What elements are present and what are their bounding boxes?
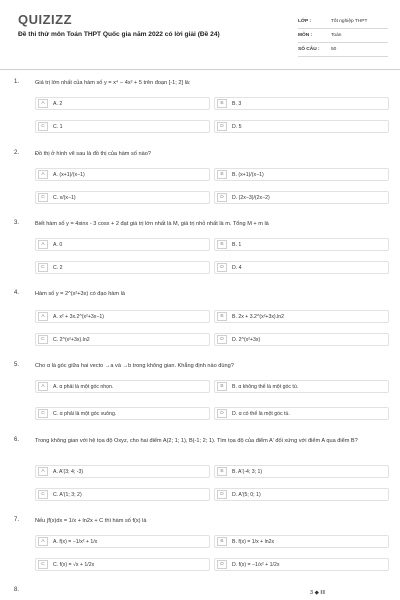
option-text: C. 2^(x²+3x).ln2	[53, 336, 90, 343]
option-letter: D	[217, 560, 227, 569]
option-letter: A	[38, 312, 48, 321]
option-text: B. A'(-4; 3; 1)	[232, 468, 263, 475]
option-b[interactable]	[214, 380, 389, 393]
page-footer: 3 ◆ ‖‖	[310, 590, 325, 596]
option-text: C. 1	[53, 123, 63, 130]
option-d[interactable]	[214, 261, 389, 274]
header-divider	[0, 69, 400, 70]
option-text: A. α phải là một góc nhọn.	[53, 383, 114, 390]
option-letter: C	[38, 490, 48, 499]
question-number: 6.	[14, 437, 20, 443]
option-d[interactable]	[214, 407, 389, 420]
question-text: Đồ thị ở hình vẽ sau là đồ thị của hàm số nào?	[35, 151, 151, 157]
option-letter: C	[38, 560, 48, 569]
option-text: B. 3	[232, 100, 242, 107]
option-a[interactable]	[35, 97, 210, 110]
page-header	[0, 0, 400, 62]
option-letter: D	[217, 193, 227, 202]
question-number: 3.	[14, 220, 20, 226]
option-letter: B	[217, 312, 227, 321]
option-a[interactable]	[35, 380, 210, 393]
option-letter: B	[217, 537, 227, 546]
option-text: C. x/(x−1)	[53, 194, 76, 201]
option-letter: D	[217, 409, 227, 418]
document-title: Đề thi thử môn Toán THPT Quốc gia năm 2022 có lời giải (Đề 24)	[18, 31, 220, 38]
question-number: 2.	[14, 150, 20, 156]
option-b[interactable]	[214, 535, 389, 548]
question-number: 5.	[14, 362, 20, 368]
option-b[interactable]	[214, 238, 389, 251]
option-text: A. A'(3; 4; -3)	[53, 468, 84, 475]
option-text: C. α phải là một góc vuông.	[53, 410, 117, 417]
option-d[interactable]	[214, 191, 389, 204]
option-text: A. 0	[53, 241, 63, 248]
option-a[interactable]	[35, 310, 210, 323]
question-number: 4.	[14, 290, 20, 296]
option-text: D. (2x−3)/(2x−2)	[232, 194, 270, 201]
meta-value: Toán	[331, 33, 342, 38]
meta-value: Tốt nghiệp THPT	[331, 19, 368, 24]
question-number: 7.	[14, 517, 20, 523]
option-text: B. α không thể là một góc tù.	[232, 383, 299, 390]
meta-key: LỚP :	[298, 19, 312, 24]
option-text: D. 4	[232, 264, 242, 271]
question-text: Trong không gian với hệ tọa độ Oxyz, cho hai điểm A(2; 1; 1), B(-1; 2; 1). Tìm tọa độ của điểm A' đối xứng với điểm A qua điểm B?	[35, 438, 358, 444]
meta-row-class	[298, 15, 388, 29]
option-text: C. f(x) = √x + 1/2x	[53, 561, 95, 568]
meta-key: SỐ CÂU :	[298, 47, 320, 52]
option-letter: C	[38, 263, 48, 272]
option-text: D. 2^(x²+3x)	[232, 336, 261, 343]
option-b[interactable]	[214, 310, 389, 323]
option-d[interactable]	[214, 120, 389, 133]
option-letter: C	[38, 193, 48, 202]
option-b[interactable]	[214, 97, 389, 110]
option-letter: A	[38, 382, 48, 391]
meta-table	[298, 15, 388, 57]
option-letter: B	[217, 99, 227, 108]
option-text: A. x² + 3x.2^(x²+3x−1)	[53, 313, 105, 320]
option-letter: A	[38, 537, 48, 546]
option-text: B. (x+1)/(x−1)	[232, 171, 264, 178]
option-b[interactable]	[214, 168, 389, 181]
meta-key: MÔN :	[298, 33, 313, 38]
question-number: 1.	[14, 79, 20, 85]
option-text: D. A'(5; 0; 1)	[232, 491, 261, 498]
option-text: D. α có thể là một góc tù.	[232, 410, 290, 417]
option-c[interactable]	[35, 488, 210, 501]
question-text: Hàm số y = 2^(x²+3x) có đạo hàm là	[35, 291, 125, 297]
option-letter: C	[38, 122, 48, 131]
meta-row-subject	[298, 29, 388, 43]
option-a[interactable]	[35, 535, 210, 548]
option-letter: D	[217, 263, 227, 272]
option-letter: D	[217, 335, 227, 344]
option-a[interactable]	[35, 168, 210, 181]
option-d[interactable]	[214, 558, 389, 571]
option-c[interactable]	[35, 558, 210, 571]
option-text: D. f(x) = −1/x² + 1/2x	[232, 561, 280, 568]
option-c[interactable]	[35, 407, 210, 420]
question-text: Nếu ∫f(x)dx = 1/x + ln2x + C thì hàm số f(x) là	[35, 518, 147, 524]
option-letter: C	[38, 335, 48, 344]
question-number: 8.	[14, 587, 20, 593]
option-letter: C	[38, 409, 48, 418]
option-letter: B	[217, 240, 227, 249]
option-c[interactable]	[35, 120, 210, 133]
meta-value: 50	[331, 47, 337, 52]
option-letter: B	[217, 170, 227, 179]
option-letter: B	[217, 382, 227, 391]
option-letter: A	[38, 467, 48, 476]
option-a[interactable]	[35, 238, 210, 251]
question-text: Biết hàm số y = 4sinx - 3 cosx + 2 đạt giá trị lớn nhất là M, giá trị nhỏ nhất là m. Tổng M + m là	[35, 221, 269, 227]
meta-row-count	[298, 43, 388, 57]
option-d[interactable]	[214, 333, 389, 346]
option-text: C. 2	[53, 264, 63, 271]
option-a[interactable]	[35, 465, 210, 478]
option-c[interactable]	[35, 333, 210, 346]
option-text: A. 2	[53, 100, 63, 107]
option-d[interactable]	[214, 488, 389, 501]
option-letter: A	[38, 99, 48, 108]
question-text: Cho α là góc giữa hai vecto →a và →b trong không gian. Khẳng định nào đúng?	[35, 363, 234, 369]
option-letter: B	[217, 467, 227, 476]
option-text: A. (x+1)/(x−1)	[53, 171, 85, 178]
option-c[interactable]	[35, 261, 210, 274]
option-letter: A	[38, 170, 48, 179]
quizizz-logo: QUIZIZZ	[18, 12, 73, 27]
option-text: B. f(x) = 1/x + ln2x	[232, 538, 275, 545]
option-text: B. 1	[232, 241, 242, 248]
option-b[interactable]	[214, 465, 389, 478]
option-text: C. A'(1; 3; 2)	[53, 491, 82, 498]
option-letter: A	[38, 240, 48, 249]
option-letter: D	[217, 490, 227, 499]
option-c[interactable]	[35, 191, 210, 204]
question-text: Giá trị lớn nhất của hàm số y = x⁴ − 4x² + 5 trên đoạn [-1; 2] là:	[35, 80, 191, 86]
option-text: D. 5	[232, 123, 242, 130]
option-letter: D	[217, 122, 227, 131]
option-text: B. 2x + 3.2^(x²+3x).ln2	[232, 313, 285, 320]
option-text: A. f(x) = −1/x² + 1/x	[53, 538, 98, 545]
